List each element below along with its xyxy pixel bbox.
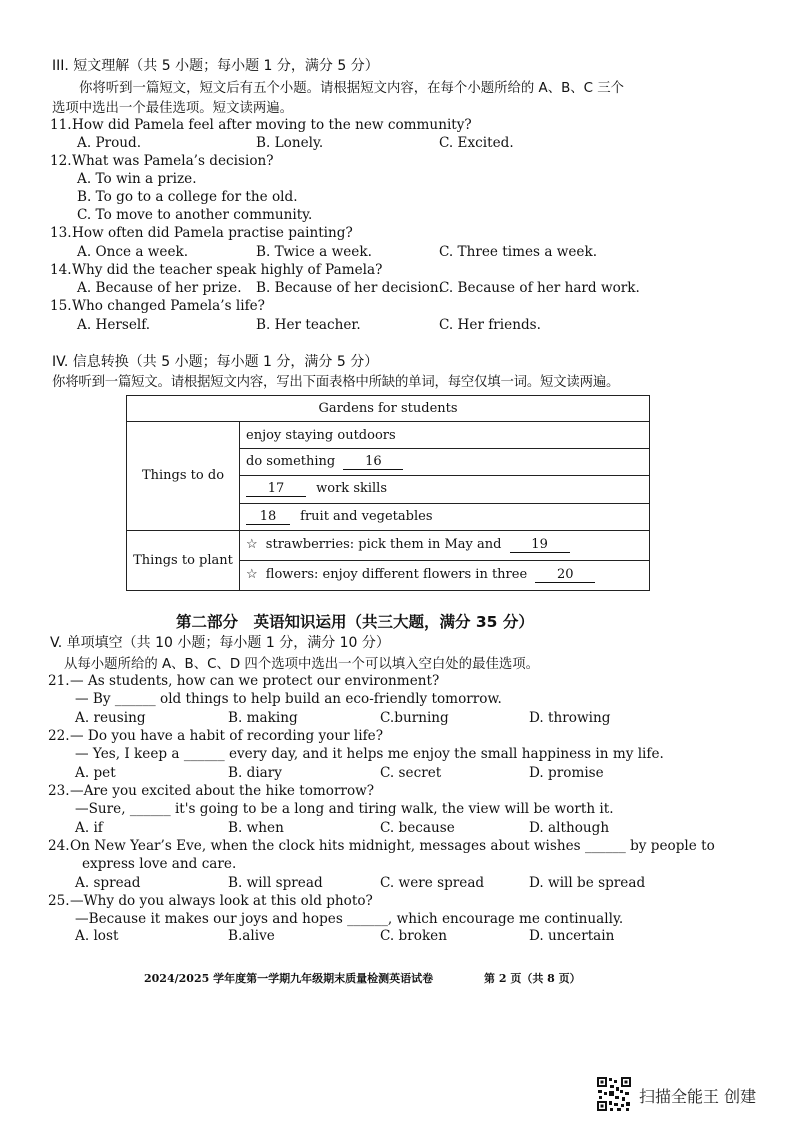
question-number: 13. bbox=[50, 225, 72, 241]
question-text: How did Pamela feel after moving to the new community? bbox=[72, 117, 472, 133]
section3-heading: III. 短文理解（共 5 小题；每小题 1 分，满分 5 分） bbox=[52, 58, 379, 74]
section4-instruction: 你将听到一篇短文。请根据短文内容，写出下面表格中所缺的单词，每空仅填一词。短文读两遍。 bbox=[52, 375, 620, 390]
option-12c: C. To move to another community. bbox=[77, 207, 313, 223]
question-text: Who changed Pamela’s life? bbox=[72, 298, 265, 314]
section4-heading: IV. 信息转换（共 5 小题；每小题 1 分，满分 5 分） bbox=[52, 354, 379, 370]
row-label-things-to-plant: Things to plant bbox=[127, 530, 240, 590]
question-line: On New Year’s Eve, when the clock hits midnight, messages about wishes ______ by people to bbox=[70, 838, 715, 854]
table-row bbox=[240, 422, 650, 449]
option-24c: C. were spread bbox=[380, 875, 485, 891]
option-21a: A. reusing bbox=[75, 710, 146, 726]
question-text: How often did Pamela practise painting? bbox=[72, 225, 353, 241]
section3-instruction-line2: 选项中选出一个最佳选项。短文读两遍。 bbox=[52, 101, 294, 116]
option-22b: B. diary bbox=[228, 765, 282, 781]
question-line: — By ______ old things to help build an eco-friendly tomorrow. bbox=[75, 691, 502, 707]
option-14b: B. Because of her decision. bbox=[256, 280, 443, 296]
question-23 bbox=[48, 783, 374, 799]
question-15 bbox=[50, 298, 265, 314]
star-icon: ☆ bbox=[246, 567, 258, 583]
question-number: 15. bbox=[50, 298, 72, 314]
option-21c: C.burning bbox=[380, 710, 449, 726]
scanner-watermark-label: 扫描全能王 创建 bbox=[639, 1087, 757, 1106]
question-line: —Sure, ______ it's going to be a long and tiring walk, the view will be worth it. bbox=[75, 801, 614, 817]
question-24 bbox=[48, 838, 715, 854]
star-icon: ☆ bbox=[246, 537, 258, 553]
answer-blank-20[interactable]: 20 bbox=[535, 567, 595, 583]
answer-blank-19[interactable]: 19 bbox=[510, 537, 570, 553]
cell-text: flowers: enjoy different flowers in three bbox=[265, 567, 528, 583]
qr-code-icon bbox=[596, 1076, 632, 1112]
question-text: What was Pamela’s decision? bbox=[72, 153, 274, 169]
question-22 bbox=[48, 728, 383, 744]
part2-heading: 第二部分 英语知识运用（共三大题，满分 35 分） bbox=[176, 613, 534, 631]
cell-text: work skills bbox=[316, 481, 388, 497]
question-line: —Because it makes our joys and hopes ______, which encourage me continually. bbox=[75, 911, 624, 927]
option-23d: D. although bbox=[529, 820, 610, 836]
option-25a: A. lost bbox=[75, 928, 119, 944]
question-11 bbox=[50, 117, 472, 133]
footer-page-info: 第 2 页（共 8 页） bbox=[484, 972, 581, 985]
question-12 bbox=[50, 153, 274, 169]
question-line: —Are you excited about the hike tomorrow? bbox=[70, 783, 375, 799]
answer-blank-16[interactable]: 16 bbox=[343, 454, 403, 470]
cell-text: do something bbox=[246, 454, 336, 470]
cell-text: fruit and vegetables bbox=[300, 508, 433, 524]
question-line: —Why do you always look at this old photo? bbox=[70, 893, 373, 909]
option-21b: B. making bbox=[228, 710, 298, 726]
option-22a: A. pet bbox=[75, 765, 116, 781]
option-15a: A. Herself. bbox=[77, 317, 151, 333]
option-12b: B. To go to a college for the old. bbox=[77, 189, 298, 205]
option-15c: C. Her friends. bbox=[439, 317, 541, 333]
answer-blank-17[interactable]: 17 bbox=[246, 481, 306, 497]
question-13 bbox=[50, 225, 353, 241]
question-21 bbox=[48, 673, 439, 689]
option-24b: B. will spread bbox=[228, 875, 323, 891]
question-number: 14. bbox=[50, 262, 72, 278]
row-label-things-to-do: Things to do bbox=[127, 422, 240, 531]
option-11a: A. Proud. bbox=[77, 135, 142, 151]
option-11b: B. Lonely. bbox=[256, 135, 324, 151]
question-number: 21. bbox=[48, 673, 70, 689]
section5-instruction: 从每小题所给的 A、B、C、D 四个选项中选出一个可以填入空白处的最佳选项。 bbox=[64, 657, 540, 672]
info-table bbox=[126, 395, 650, 591]
section5-heading: V. 单项填空（共 10 小题；每小题 1 分，满分 10 分） bbox=[50, 635, 390, 651]
option-22c: C. secret bbox=[380, 765, 442, 781]
option-13a: A. Once a week. bbox=[77, 244, 189, 260]
question-number: 12. bbox=[50, 153, 72, 169]
option-23a: A. if bbox=[75, 820, 103, 836]
option-22d: D. promise bbox=[529, 765, 604, 781]
question-text: Why did the teacher speak highly of Pamela? bbox=[72, 262, 383, 278]
question-line: express love and care. bbox=[82, 856, 237, 872]
table-row bbox=[240, 449, 650, 476]
question-line: — Do you have a habit of recording your life? bbox=[70, 728, 383, 744]
question-25 bbox=[48, 893, 373, 909]
question-number: 25. bbox=[48, 893, 70, 909]
option-25b: B.alive bbox=[228, 928, 275, 944]
table-row bbox=[240, 530, 650, 560]
option-13c: C. Three times a week. bbox=[439, 244, 598, 260]
option-14a: A. Because of her prize. bbox=[77, 280, 242, 296]
cell-text: strawberries: pick them in May and bbox=[265, 537, 502, 553]
question-14 bbox=[50, 262, 382, 278]
option-23c: C. because bbox=[380, 820, 455, 836]
table-row bbox=[240, 476, 650, 503]
option-14c: C. Because of her hard work. bbox=[439, 280, 640, 296]
table-title: Gardens for students bbox=[127, 396, 650, 422]
footer-exam-title: 2024/2025 学年度第一学期九年级期末质量检测英语试卷 bbox=[144, 972, 434, 985]
option-24a: A. spread bbox=[75, 875, 141, 891]
table-row bbox=[240, 560, 650, 590]
section3-instruction-line1: 你将听到一篇短文，短文后有五个小题。请根据短文内容，在每个小题所给的 A、B、C 三个 bbox=[79, 81, 625, 96]
answer-blank-18[interactable]: 18 bbox=[246, 509, 290, 525]
cell-text: enjoy staying outdoors bbox=[246, 427, 396, 443]
option-21d: D. throwing bbox=[529, 710, 611, 726]
question-number: 22. bbox=[48, 728, 70, 744]
option-11c: C. Excited. bbox=[439, 135, 514, 151]
option-25c: C. broken bbox=[380, 928, 447, 944]
question-number: 23. bbox=[48, 783, 70, 799]
option-13b: B. Twice a week. bbox=[256, 244, 372, 260]
option-24d: D. will be spread bbox=[529, 875, 646, 891]
question-number: 24. bbox=[48, 838, 70, 854]
option-23b: B. when bbox=[228, 820, 284, 836]
question-number: 11. bbox=[50, 117, 72, 133]
question-line: — Yes, I keep a ______ every day, and it helps me enjoy the small happiness in my life. bbox=[75, 746, 664, 762]
table-row bbox=[240, 503, 650, 530]
option-25d: D. uncertain bbox=[529, 928, 615, 944]
question-line: — As students, how can we protect our environment? bbox=[70, 673, 440, 689]
option-15b: B. Her teacher. bbox=[256, 317, 361, 333]
option-12a: A. To win a prize. bbox=[77, 171, 197, 187]
